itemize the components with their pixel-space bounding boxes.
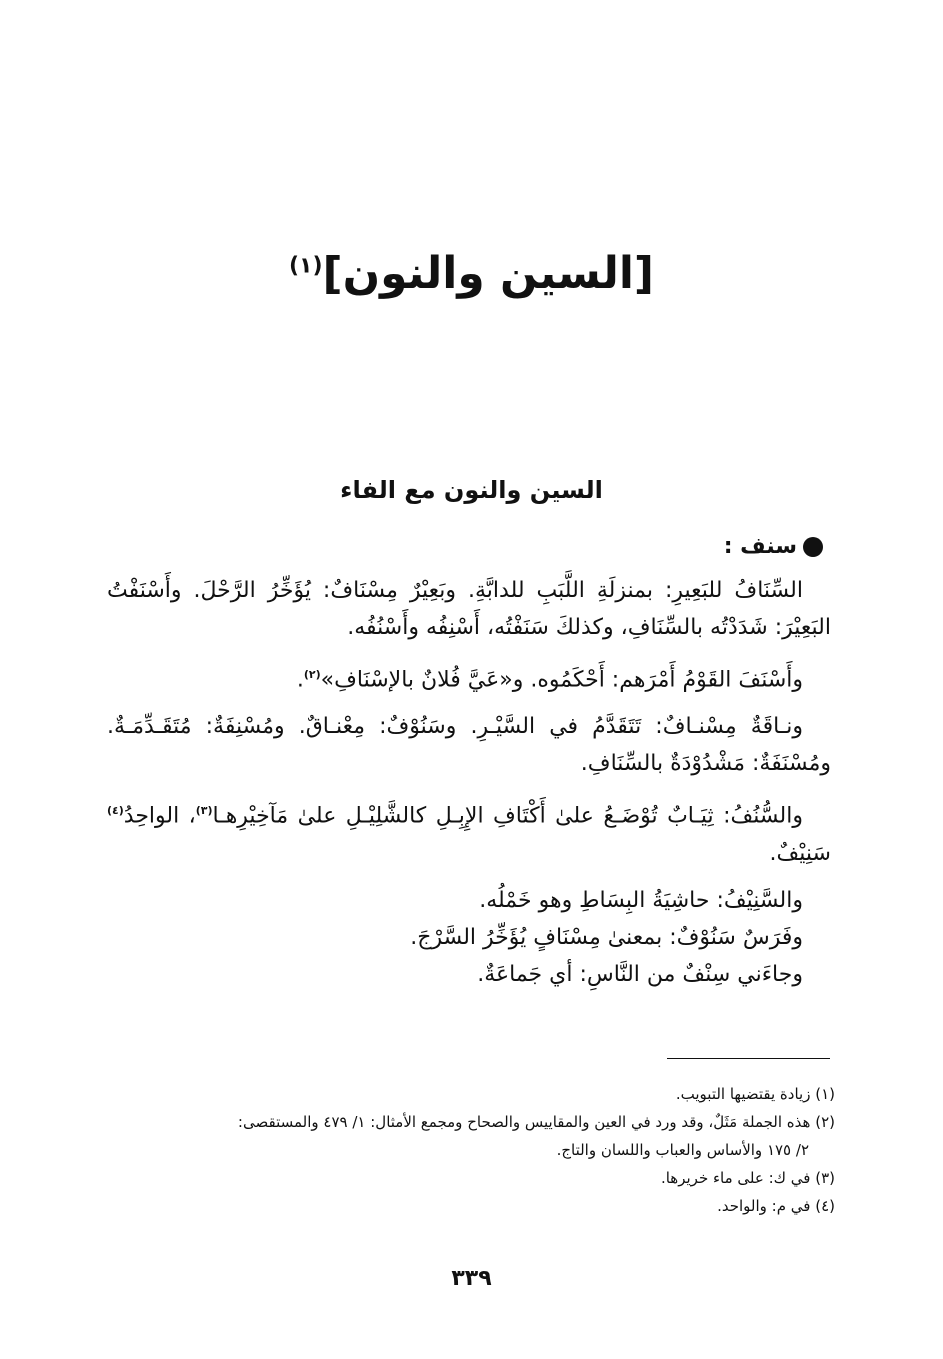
paragraph-jaani: وجاءَني سِنْفٌ من النَّاسِ: أي جَماعَةٌ. (477, 961, 803, 987)
footnote-1: (١) زيادة يقتضيها التبويب. (675, 1085, 835, 1103)
footnote-ref-4: (٤) (107, 804, 124, 818)
footnote-4: (٤) في م: والواحد. (717, 1197, 835, 1215)
chapter-title-note-ref: (١) (288, 253, 323, 279)
page-number: ٣٣٩ (451, 1266, 492, 1291)
footnote-ref-2: (٢) (303, 668, 321, 681)
paragraph-sinaf: السِّنَافُ للبَعِيرِ: بمنزلَةِ اللَّبَبِ للدابَّةِ. وبَعِيْرٌ مِسْنَافٌ: يُؤَخِّرُ الرَّحْلَ. وأَسْنَفْتُ البَعِيْرَ: شَدَدْتُه بالسِّنَافِ، وكذلكَ سَنَفْتُه، أَسْنِفُه وأَسْنُفُه. (107, 578, 831, 640)
entry-body (107, 572, 831, 993)
footnote-3: (٣) في ك: على ماء خريرها. (660, 1169, 835, 1187)
paragraph-asnafa (107, 656, 831, 698)
paragraph-naqa: ونـاقَةٌ مِسْنـافٌ: تَتَقَدَّمُ في السَّيْـرِ. وسَنُوْفٌ: مِعْنـاقٌ. ومُسْنِفَةٌ: مُتَقَـدِّمَـةٌ. ومُسْنَفَةٌ: مَشْدُوْدَةٌ بالسِّنَافِ. (107, 714, 831, 777)
paragraph-sunuf-comma: ، (188, 803, 196, 829)
paragraph-asnafa-end: . (296, 667, 304, 693)
paragraph-sunuf (107, 792, 831, 871)
chapter-title-text: [السين والنون] (322, 248, 655, 299)
paragraph-faras: وفَرَسٌ سَنُوْفٌ: بمعنىٰ مِسْنَافٍ يُؤَخِّرُ السَّرْجَ. (410, 924, 803, 950)
paragraph-asnafa-text: وأَسْنَفَ القَوْمُ أَمْرَهم: أَحْكَمُوه. و«عَيَّ فُلانٌ بالإسْنَافِ» (320, 667, 803, 693)
entry-heading-text: سنف : (723, 534, 797, 559)
footnote-divider (667, 1058, 830, 1059)
paragraph-saneef: والسَّنِيْفُ: حاشِيَةُ البِسَاطِ وهو خَمْلُه. (479, 887, 803, 913)
paragraph-sunuf-text: والسُّنُفُ: ثِيَـابٌ تُوْضَـعُ علىٰ أَكْتَافِ الإِبِـلِ كالشَّلِيْـلِ علىٰ مَآخِيْرِهـا (212, 803, 803, 829)
chapter-title (0, 248, 943, 301)
footnote-ref-3: (٣) (195, 804, 213, 818)
paragraph-sunuf-end: سَنِيْفٌ. (769, 840, 831, 866)
footnote-2: (٢) هذه الجملة مَثَلٌ، وقد ورد في العين والمقاييس والصحاح ومجمع الأمثال: ١/ ٤٧٩ والمستقصى: (237, 1113, 835, 1131)
section-heading: السين والنون مع الفاء (340, 476, 603, 504)
footnote-2-continued: ٢/ ١٧٥ والأساس والعباب واللسان والتاج. (556, 1141, 809, 1159)
bullet-icon (803, 537, 823, 557)
entry-heading (724, 534, 823, 559)
paragraph-sunuf-wahid: الواحِدُ (123, 803, 180, 829)
footnotes (107, 1080, 835, 1220)
